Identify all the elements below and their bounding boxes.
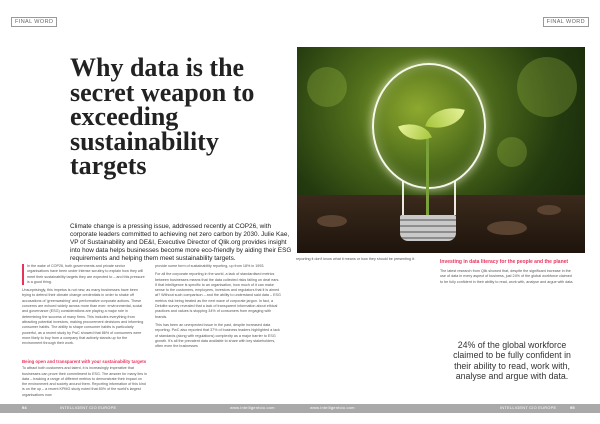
lightbulb-base	[400, 215, 456, 241]
website-url-left[interactable]: www.intelligentcio.com	[230, 405, 275, 410]
lightbulb-seedling-photo	[297, 47, 585, 253]
subheading-transparency: Being open and transparent with your sustainability targets	[22, 359, 147, 364]
body-paragraph: This has been an unexpected issue in the past, despite increased data reporting. PwC also reported that 37% of business leaders highlighted a lack of standards (along with regulations) complexity as a major barrier to ESG growth. It's all the prevalent data available to share with key stakeholders, often even the businesses	[155, 322, 280, 349]
body-column-1	[22, 264, 147, 349]
body-paragraph: reporting it don't know what it means or how they should be presenting it.	[296, 257, 415, 261]
publication-name-right: INTELLIGENT CIO EUROPE	[500, 405, 557, 410]
body-paragraph: provide some form of sustainability reporting, up from 18% in 1993.	[155, 264, 265, 268]
body-paragraph: For all the corporate reporting in the world, a lack of standardised metrics between businesses means that the data collected risks falling on deaf ears. If that intelligence is specific to an organisation, how much of it can make sense to the customers, employees, investors and regulators that it is aimed at? Without such comparison – and the ability to understand said data – ESG metrics risk being treated as the next wave of corporate jargon. In fact, a Deloitte survey revealed that a lack of transparent information about ethical practices and values is stopping 34% of consumers from engaging with brands.	[155, 272, 281, 319]
body-column-2	[155, 264, 281, 349]
seedling-stem	[426, 131, 429, 215]
page-number-right: 95	[570, 405, 575, 410]
subheading-data-literacy: Investing in data literacy for the people and the planet	[440, 259, 569, 265]
pull-quote: 24% of the global workforce claimed to be fully confident in their ability to read, work with, analyse and argue with data.	[453, 340, 571, 382]
lead-paragraph: In the wake of COP26, both governments and private sector organisations have been under intense scrutiny to explain how they will meet their sustainability targets they are expected to – and this pressure is a good thing.	[22, 264, 147, 285]
body-column-4	[440, 257, 574, 288]
page-footer	[0, 404, 600, 413]
section-label-right: FINAL WORD	[543, 17, 589, 27]
article-intro: Climate change is a pressing issue, addressed recently at COP26, with corporate leaders committed to achieving net zero carbon by 2030. Julie Kae, VP of Sustainability and DE&I, Executive Director of Qlik.org provides insight into how data helps businesses become more eco-friendly by aiding their ESG requirements and helping them meet sustainability targets.	[70, 223, 292, 262]
body-paragraph: The latest research from Qlik showed that, despite the significant increase in the use of data in every aspect of business, just 24% of the global workforce claimed to be fully confident in their ability to read, work with, analyse and argue with data.	[440, 269, 574, 284]
body-column-1-lower	[22, 357, 147, 398]
body-paragraph: Unsurprisingly, this impetus is not new, as many businesses have been trying to defend their climate change credentials in order to shake off accusations of 'greenwashing' and performative corporate actions. These concerns are echoed widely across more than ever: environmental, social and governance (ESG) considerations are playing a major role in determining the success of many firms. This includes everything from attracting potential investors, making procurement decisions and informing consumer habits. The ability to shape consumer habits is particularly powerful, as a recent study by PwC showed that 86% of consumers were more likely to buy from a company that actively stands up for the environment through their work.	[22, 288, 144, 346]
publication-name-left: INTELLIGENT CIO EUROPE	[60, 405, 117, 410]
page-number-left: 94	[22, 405, 27, 410]
section-label-left: FINAL WORD	[11, 17, 57, 27]
article-title: Why data is the secret weapon to exceeding sustainability targets	[70, 53, 255, 180]
website-url-right[interactable]: www.intelligentcio.com	[310, 405, 355, 410]
body-paragraph: To attract both customers and talent, it is increasingly imperative that businesses can prove their commitment to ESG. The answer for many lies in data – tracking a range of different metrics to demonstrate their impact on the environment and society around them. Reporting information of this kind is on the up – a recent KPMG study noted that 80% of the world's largest organisations now	[22, 366, 147, 397]
body-column-3	[296, 257, 430, 265]
lightbulb-neck	[402, 181, 456, 215]
